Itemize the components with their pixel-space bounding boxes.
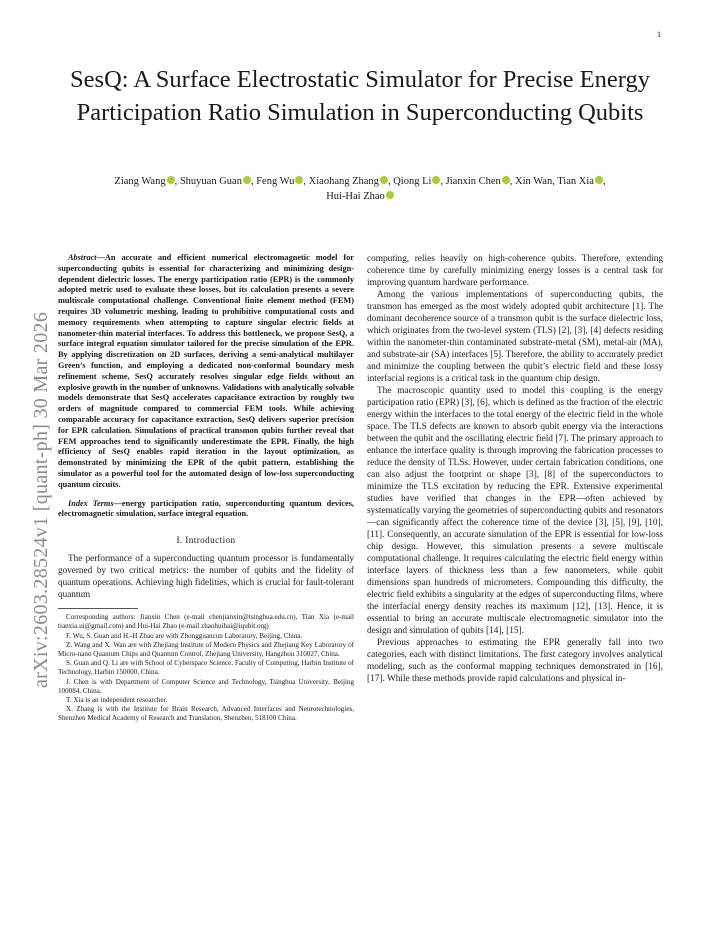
left-column [58,253,354,724]
orcid-icon[interactable] [386,191,394,199]
orcid-icon[interactable] [502,176,510,184]
author-list: Ziang Wang , Shuyuan Guan , Feng Wu , Xiaohang Zhang , Qiong Li , Jianxin Chen , Xin Wan, Tian Xia , Hui-Hai Zhao [114,176,606,202]
section-heading-introduction: I. Introduction [176,535,236,546]
abstract-lead: Abstract [68,253,97,262]
body-paragraph: The macroscopic quantity used to model this coupling is the energy participation ratio (EPR) [3], [6], which is defined as the fraction of the electric energy within the interfaces to the total energy of the electric field in the whole space. The TLS defects are known to absorb qubit energy via the interactions between the qubit and the oscillating electric field [7]. The primary approach to enhance the interface quality is through improving the fabrication processes to reduce the density of TLSs. However, under certain fabrication conditions, one can also adjust the footprint or shape [3], [8] of the superconductors to minimize the TLS excitation by reducing the EPR. Extensive experimental studies have verified that changes in the EPR—often achieved by systematically varying the geometries of superconducting qubits and resonators—can significantly affect the coherence time of the device [3], [5], [9], [10], [11]. Consequently, an accurate simulation of the EPR is essential for low-loss chip design. However, this simulation presents a severe multiscale computational challenge. It requires calculating the electric field energy within interface layers of thickness less than a few nanometers, while qubit dimensions span hundreds of micrometers. Compounding this difficulty, the electric field exhibits a singularity at the edges of superconducting films, where the interfacial energy density reaches its maximum [12], [13]. Hence, it is essential to bring an accurate multiscale electromagnetic simulator into the design and simulation of qubits [14], [15]. [367,386,663,636]
author: Jianxin Chen [445,176,501,187]
author: Tian Xia [557,176,594,187]
footnote-separator [58,608,138,609]
author: Xiaohang Zhang [308,176,379,187]
index-terms-lead: Index Terms [68,498,114,508]
footnote-corresponding: Corresponding authors: Jianxin Chen (e-mail chenjianxin@tsinghua.edu.cn), Tian Xia (e-mail tianxia.ui@gmail.com) and Hui-Hai Zhao (e-mail zhaohuihai@iqubit.org) [58,613,354,631]
footnote-affiliation: J. Chen is with Department of Computer Science and Technology, Tsinghua University, Beijing 100084, China. [58,677,354,695]
author: Qiong Li [393,176,432,187]
orcid-icon[interactable] [295,176,303,184]
orcid-icon[interactable] [595,176,603,184]
arxiv-identifier-stamp: arXiv:2603.28524v1 [quant-ph] 30 Mar 2026 [30,311,52,688]
footnote-affiliation: F. Wu, S. Guan and H.-H Zhao are with Zhongguancun Laboratory, Beijing, China. [66,631,303,640]
body-paragraph: Among the various implementations of superconducting qubits, the transmon has emerged as the most widely adopted qubit architecture [1]. The dominant decoherence source of a transmon qubit is the surface dielectric loss, which originates from the two-level system (TLS) [2], [3], [4] defects residing within the nanometer-thin contaminated substrate-metal (SM), metal-air (MA), and substrate-air (SA) interfaces [5]. Therefore, the ability to accurately predict and minimize the coupling between the qubit’s electric field and these lossy interfacial regions is a critical task in the quantum chip design. [367,290,663,384]
orcid-icon[interactable] [167,176,175,184]
abstract-text: —An accurate and efficient numerical electromagnetic model for superconducting qubits is essential for characterizing and minimizing design-dependent dielectric losses. The energy participation ratio (EPR) is the commonly adopted metric used to evaluate these losses, but its calculation presents a severe multiscale computational challenge. Conventional finite element method (FEM) requires 3D volumetric meshing, leading to prohibitive computational costs and memory requirements when attempting to capture singular electric fields at nanometer-thin material interfaces. To address this bottleneck, we propose SesQ, a surface integral equation simulator tailored for the precise simulation of the EPR. By applying discretization on 2D surfaces, deriving a semi-analytical multilayer Green’s function, and employing a dedicated non-conformal boundary mesh refinement scheme, SesQ accurately resolves singular edge fields without an explosive growth in the number of unknowns. Validations with analytically solvable models demonstrate that SesQ accelerates capacitance extraction by roughly two orders of magnitude compared to commercial FEM tools. While achieving comparable accuracy for capacitance extraction, SesQ delivers superior precision for EPR calculation. Simulations of practical transmon qubits further reveal that FEM approaches tend to significantly underestimate the EPR. Finally, the high efficiency of SesQ enables rapid iteration in the layout optimization, as demonstrated by minimizing the EPR of the qubit pattern, establishing the simulator as a powerful tool for the automated design of low-loss superconducting quantum circuits. [58,253,354,489]
orcid-icon[interactable] [243,176,251,184]
abstract [58,253,354,491]
author: Ziang Wang [114,176,166,187]
orcid-icon[interactable] [380,176,388,184]
author: Shuyuan Guan [179,176,242,187]
body-paragraph: computing, relies heavily on high-coherence qubits. Therefore, extending coherence time by carefully minimizing energy losses is a central task for improving quantum hardware performance. [367,254,663,288]
footnote-affiliation: X. Zhang is with the Institute for Brain Research, Advanced Interfaces and Neurotechnologies, Shenzhen Medical Academy of Research and Translation, Shenzhen, 518100 China. [58,705,354,723]
page-number: 1 [657,30,661,39]
author: Xin Wan [515,176,553,187]
body-paragraph: Previous approaches to estimating the EPR generally fall into two categories, each with distinct limitations. The first category involves analytical modeling, such as the conformal mapping techniques demonstrated in [16], [17]. While these methods provide rapid calculations and physical in- [367,638,663,684]
intro-paragraph: The performance of a superconducting quantum processor is fundamentally governed by two critical metrics: the number of qubits and the fidelity of quantum operations. Achieving high fidelities, which is crucial for fault-tolerant quantum [58,553,354,600]
footnote-affiliation: T. Xia is an independent researcher. [66,695,168,704]
index-terms [58,499,354,521]
author: Hui-Hai Zhao [326,191,385,202]
footnotes [58,613,354,723]
author: Feng Wu [256,176,295,187]
footnote-affiliation: S. Guan and Q. Li are with School of Cyberspace Science, Faculty of Computing, Harbin Institute of Technology, Harbin 150000, China. [58,659,354,677]
footnote-affiliation: Z. Wang and X. Wan are with Zhejiang Institute of Modern Physics and Zhejiang Key Laboratory of Micro-nano Quantum Chips and Quantum Control, Zhejiang University, Hangzhou 310027, China. [58,640,354,658]
paper-title: SesQ: A Surface Electrostatic Simulator for Precise Energy Participation Ratio Simulation in Superconducting Qubits [70,66,650,126]
orcid-icon[interactable] [432,176,440,184]
right-column [367,253,663,685]
index-terms-text: —energy participation ratio, superconducting quantum devices, electromagnetic simulation, surface integral equation. [58,498,355,519]
